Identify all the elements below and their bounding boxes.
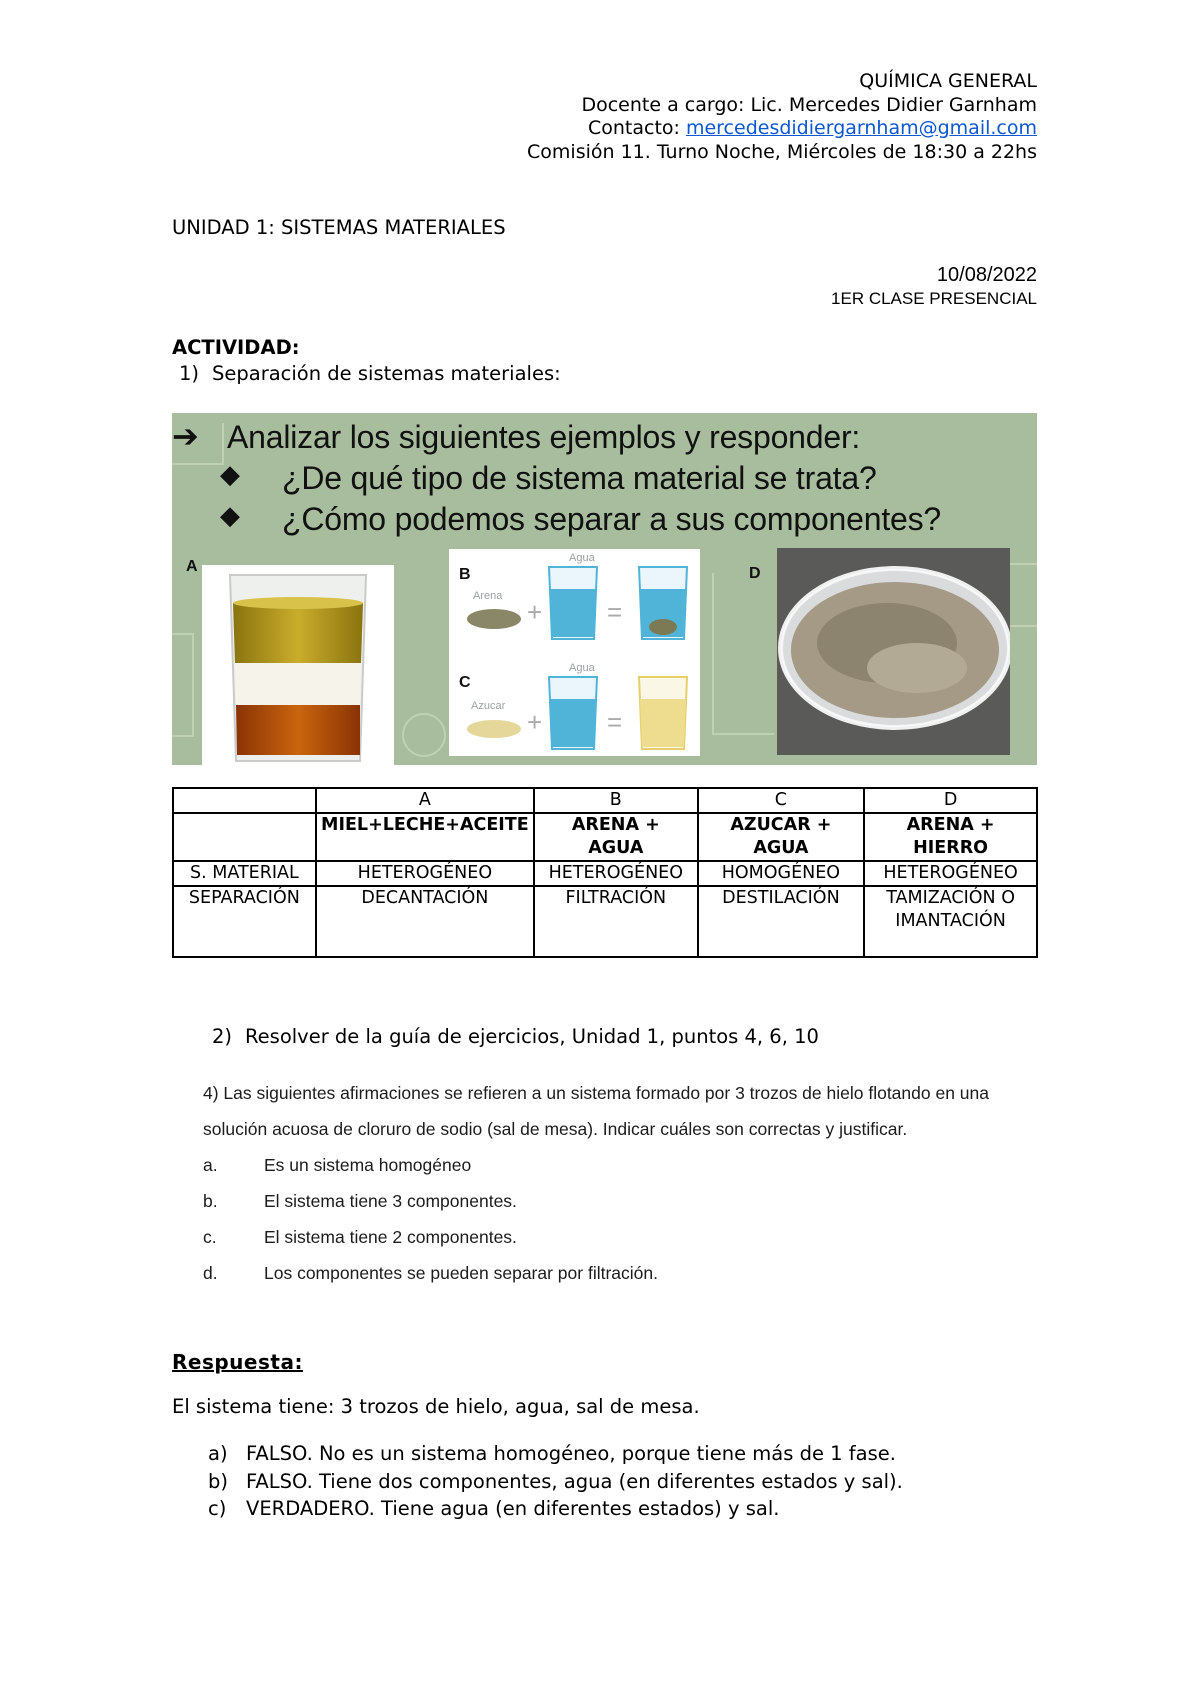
exercise-excerpt [203,1075,1033,1291]
table-cell [173,788,316,813]
equals-sign-c: = [607,707,623,737]
table-cell: A [316,788,534,813]
exercise-slide-image [172,413,1037,765]
list-item: b) FALSO. Tiene dos componentes, agua (en diferentes estados y sal). [208,1469,903,1493]
classification-table [172,787,1038,958]
table-cell: TAMIZACIÓN O IMANTACIÓN [864,886,1037,957]
unit-title: UNIDAD 1: SISTEMAS MATERIALES [172,216,506,239]
beaker-diagrams [449,549,700,756]
schedule-line: Comisión 11. Turno Noche, Miércoles de 18:30 a 22hs [527,140,1037,163]
table-cell: S. MATERIAL [173,861,316,886]
petri-dish-photo [777,548,1010,755]
diamond-bullet-icon: ◆ [220,459,240,489]
label-a: A [186,558,198,575]
glass-illustration [202,565,394,765]
table-cell: ARENA + AGUA [534,813,698,861]
table-row [173,886,1037,957]
contact-email-link[interactable]: mercedesdidiergarnham@gmail.com [685,117,1037,139]
plus-sign-b: + [527,597,543,627]
table-cell: HETEROGÉNEO [864,861,1037,886]
table-cell: SEPARACIÓN [173,886,316,957]
answer-list [208,1440,903,1523]
diamond-bullet-icon: ◆ [220,500,240,530]
table-row [173,861,1037,886]
activity-section [172,335,561,387]
contact-label: Contacto: [587,117,686,139]
contact-line [172,117,1037,141]
label-d: D [749,565,761,582]
exercise-option: b. El sistema tiene 3 componentes. [203,1191,517,1211]
answer-intro: El sistema tiene: 3 trozos de hielo, agua, sal de mesa. [172,1395,700,1418]
sugar-label: Azucar [471,700,506,712]
table-cell: DESTILACIÓN [698,886,865,957]
table-row [173,813,1037,861]
item-text: Resolver de la guía de ejercicios, Unidad 1, puntos 4, 6, 10 [245,1025,819,1048]
class-type: 1ER CLASE PRESENCIAL [831,289,1037,308]
course-name: QUÍMICA GENERAL [859,70,1037,92]
sand-pile [467,609,521,629]
table-cell: MIEL+LECHE+ACEITE [316,813,534,861]
item-text: Separación de sistemas materiales: [212,362,561,385]
table-cell [173,813,316,861]
list-item: c) VERDADERO. Tiene agua (en diferentes estados) y sal. [208,1497,780,1520]
slide-bullet-1: ¿De qué tipo de sistema material se trata? [282,460,877,496]
table-cell: ARENA + HIERRO [864,813,1037,861]
equals-sign-b: = [607,597,623,627]
date-block [700,262,1037,310]
petri-dish-illustration [777,548,1010,755]
activity-item-1 [172,361,561,387]
sand-label: Arena [473,590,503,602]
water-label-b: Agua [569,552,595,564]
exercise-statement: 4) Las siguientes afirmaciones se refieren a un sistema formado por 3 trozos de hielo flotando en una solución acuosa de cloruro de sodio (sal de mesa). Indicar cuáles son correctas y justificar. [203,1083,990,1139]
table-cell: FILTRACIÓN [534,886,698,957]
table-cell: HETEROGÉNEO [534,861,698,886]
arrow-icon: ➔ [172,418,199,454]
table-cell: AZUCAR + AGUA [698,813,865,861]
table-cell: B [534,788,698,813]
teacher-line: Docente a cargo: Lic. Mercedes Didier Garnham [581,93,1037,116]
table-cell: C [698,788,865,813]
slide-heading: Analizar los siguientes ejemplos y responder: [227,419,861,455]
slide-bullet-2: ¿Cómo podemos separar a sus componentes? [282,501,942,537]
exercise-option: a. Es un sistema homogéneo [203,1155,472,1175]
item-number: 2) [212,1025,233,1048]
label-c: C [459,674,471,691]
answer-title: Respuesta: [172,1350,303,1374]
table-row [173,788,1037,813]
document-header [172,70,1037,164]
water-label-c: Agua [569,662,595,674]
table-cell: HETEROGÉNEO [316,861,534,886]
item-number: 1) [179,362,200,385]
exercise-option: c. El sistema tiene 2 componentes. [203,1227,517,1247]
activity-item-2 [212,1025,819,1048]
list-item: a) FALSO. No es un sistema homogéneo, porque tiene más de 1 fase. [208,1442,896,1465]
plus-sign-c: + [527,707,543,737]
table-cell: D [864,788,1037,813]
exercise-option: d. Los componentes se pueden separar por filtración. [203,1263,658,1283]
table-cell: HOMOGÉNEO [698,861,865,886]
class-date: 10/08/2022 [936,264,1037,286]
label-b: B [459,566,471,583]
sugar-pile [467,720,521,738]
layered-glass-photo [202,565,394,765]
beaker-diagram-panel [449,549,700,756]
activity-title: ACTIVIDAD: [172,336,300,359]
table-cell: DECANTACIÓN [316,886,534,957]
